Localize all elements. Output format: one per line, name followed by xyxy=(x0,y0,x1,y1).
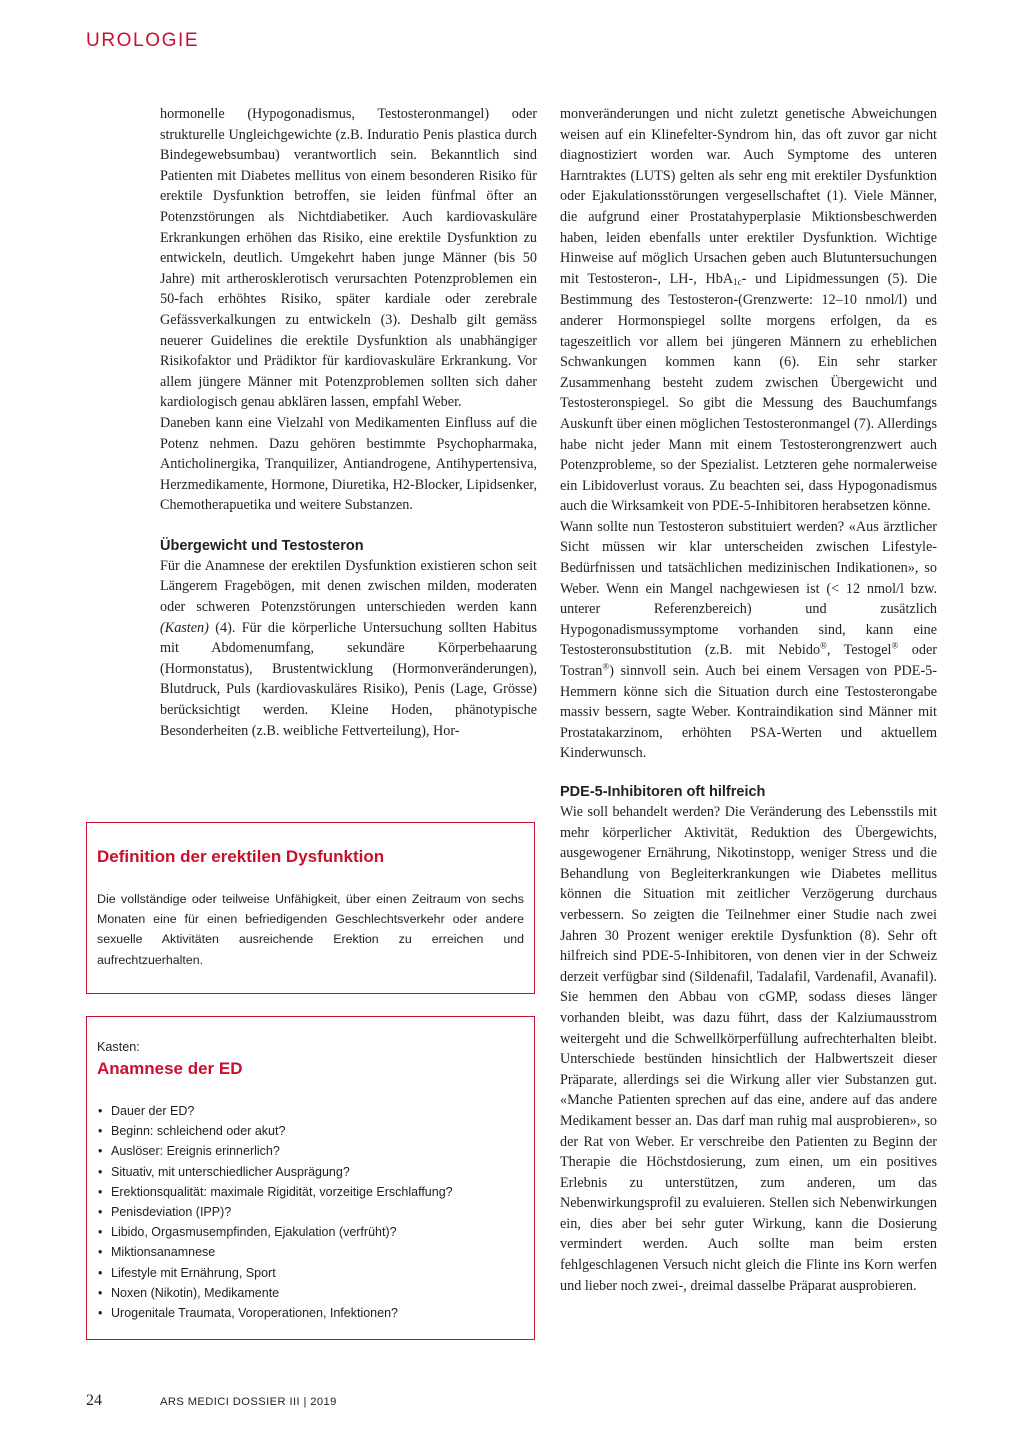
definition-text: Die vollständige oder teilweise Unfähigkeit, über einen Zeitraum von sechs Monaten eine für einen befriedigenden Geschlechtsverkehr oder andere sexuelle Aktivitäten ausreichende Erektion zu erreichen und aufrechtzuerhalten. xyxy=(97,892,524,967)
paragraph: Daneben kann eine Vielzahl von Medikamenten Einfluss auf die Potenz nehmen. Dazu gehören bestimmte Psychopharmaka, Anticholinergika, Tranquilizer, Antiandrogene, Antihypertensiva, Herzmedikamente, Hormone, Diuretika, H2-Blocker, Lipidsenker, Chemotherapuetika und weitere Substanzen. xyxy=(160,414,537,514)
definition-title: Definition der erektilen Dysfunktion xyxy=(97,847,385,866)
paragraph: monveränderungen und nicht zuletzt genetische Abweichungen weisen auf ein Klinefelter-Syndrom hin, das oft zuvor gar nicht diagnostiziert worden war. Auch Symptome des unteren Harntraktes (LUTS) gelten als sehr eng mit erektiler Dysfunktion oder Ejakulationsstörungen vergesellschaftet (1). Viele Männer, die aufgrund einer Prostatahyperplasie Miktionsbeschwerden haben, leiden ebenfalls unter erektiler Dysfunktion. Wichtige Hinweise auf möglich Ursachen geben auch Blutuntersuchungen mit Testosteron-, LH-, HbA$_{1c}$- und Lipidmessungen (5). Die Bestimmung des Testosteron-(Grenzwerte: 12–10 nmol/l) und anderer Hormonspiegel sollte morgens erfolgen, da es tageszeitlich vor allem bei jüngeren Männern zu erheblichen Schwankungen kommen kann (6). Ein sehr starker Zusammenhang besteht zudem zwischen Übergewicht und Testosteronspiegel. So gibt die Messung des Bauchumfangs Auskunft über einen möglichen Testosteronmangel (7). Allerdings habe nicht jeder Mann mit einem Testosterongrenzwert auch Potenzprobleme, so der Spezialist. Letzteren gehe normalerweise ein Libidoverlust voraus. Zu beachten sei, dass Hypogonadismus auch die Wirksamkeit von PDE-5-Inhibitoren herabsetzen könne. xyxy=(560,106,937,515)
right-column xyxy=(560,104,937,1296)
anamnese-box xyxy=(86,1016,535,1340)
list-item: • Penisdeviation (IPP)? xyxy=(97,1202,524,1222)
anamnese-pretitle: Kasten: xyxy=(97,1040,140,1054)
paragraph: hormonelle (Hypogonadismus, Testosteronmangel) oder strukturelle Ungleichgewichte (z.B. Induratio Penis plastica durch Bindegewebsumbau) verantwortlich sein. Bekanntlich sind Patienten mit Diabetes mellitus von einem besonderen Risiko für erektile Dysfunktion betroffen, sie leiden fünfmal öfter an Potenzstörungen als Nichtdiabetiker. Auch kardiovaskuläre Erkrankungen erhöhen das Risiko, eine erektile Dysfunktion zu entwickeln, deutlich. Umgekehrt haben junge Männer (bis 50 Jahre) mit artherosklerotisch verursachten Potenzproblemen ein 50-fach erhöhtes Risiko, später kardiale oder zerebrale Gefässverkalkungen zu entwickeln (3). Deshalb gilt gemäss neuerer Guidelines die erektile Dysfunktion als unabhängiger Risikofaktor und Prädiktor für kardiovaskuläre Erkrankung. Vor allem jüngere Männer mit Potenzproblemen sollten sich daher kardiologisch genau abklären lassen, empfahl Weber. xyxy=(160,106,537,411)
list-item: • Situativ, mit unterschiedlicher Ausprägung? xyxy=(97,1162,524,1182)
list-item: • Noxen (Nikotin), Medikamente xyxy=(97,1283,524,1303)
left-column xyxy=(160,104,537,741)
anamnese-list xyxy=(97,1101,524,1323)
paragraph: Wann sollte nun Testosteron substituiert werden? «Aus ärztlicher Sicht müssen wir klar unterscheiden zwischen Lifestyle-Bedürfnissen und tatsächlichen medizinischen Indikationen», so Weber. Wenn ein Mangel nachgewiesen ist (< 12 nmol/l bzw. unterer Referenzbereich) und zusätzlich Hypogonadismussymptome vorhanden sind, kann eine Testosteronsubstitution (z.B. mit Nebido®, Testogel® oder Tostran®) sinnvoll sein. Auch bei einem Versagen von PDE-5-Hemmern könne sich die Situation durch eine Testosterongabe massiv bessern, sagte Weber. Kontraindikation sind Männer mit Prostatakarzinom, erhöhten PSA-Werten und aktuellem Kinderwunsch. xyxy=(560,518,938,762)
list-item: • Auslöser: Ereignis erinnerlich? xyxy=(97,1141,524,1161)
list-item: • Dauer der ED? xyxy=(97,1101,524,1121)
anamnese-title: Anamnese der ED xyxy=(97,1059,243,1078)
paragraph: Für die Anamnese der erektilen Dysfunktion existieren schon seit Längerem Fragebögen, mit denen zwischen milden, moderaten oder schweren Potenzstörungen unterschieden werden kann (Kasten) (4). Für die körperliche Untersuchung sollten Habitus mit Abdomenumfang, sekundäre Körperbehaarung (Hormonstatus), Brustentwicklung (Hormonveränderungen), Blutdruck, Puls (kardiovaskuläres Risiko), Penis (Lage, Grösse) berücksichtigt werden. Kleine Hoden, phänotypische Besonderheiten (z.B. weibliche Fettverteilung), Hor- xyxy=(160,557,537,739)
publication-info: ARS MEDICI DOSSIER III | 2019 xyxy=(160,1396,337,1408)
section-header: UROLOGIE xyxy=(86,30,200,51)
definition-box xyxy=(86,822,535,994)
page-number: 24 xyxy=(86,1392,102,1409)
subheading: PDE-5-Inhibitoren oft hilfreich xyxy=(560,784,766,800)
list-item: • Erektionsqualität: maximale Rigidität, vorzeitige Erschlaffung? xyxy=(97,1182,524,1202)
list-item: • Lifestyle mit Ernährung, Sport xyxy=(97,1263,524,1283)
subheading: Übergewicht und Testosteron xyxy=(160,537,364,554)
list-item: • Miktionsanamnese xyxy=(97,1242,524,1262)
list-item: • Libido, Orgasmusempfinden, Ejakulation (verfrüht)? xyxy=(97,1222,524,1242)
paragraph: Wie soll behandelt werden? Die Veränderung des Lebensstils mit mehr körperlicher Aktivität, Reduktion des Übergewichts, ausgewogener Ernährung, Nikotinstopp, weniger Stress und die Behandlung von Begleiterkrankungen wie Diabetes mellitus können die Situation mit zeitlicher Verzögerung durchaus verbessern. So zeigten die Teilnehmer einer Studie nach zwei Jahren 30 Prozent weniger erektile Dysfunktion (8). Sehr oft hilfreich sind PDE-5-Inhibitoren, von denen vier in der Schweiz derzeit verfügbar sind (Sildenafil, Tadalafil, Vardenafil, Avanafil). Sie hemmen den Abbau von cGMP, sodass dieses länger vorhanden bleibt, was dazu führt, dass der Kalziumausstrom weitergeht und die Schwellkörperfüllung aufrechterhalten bleibt. Unterschiede bestünden hinsichtlich der Halbwertszeit dieser Präparate, allerdings sei die Wirkung aller vier Substanzen gut. «Manche Patienten sprechen auf das eine, andere auf das andere Medikament besser an. Das darf man ruhig mal ausprobieren», so der Rat von Weber. Er verschreibe den Patienten zu Beginn der Therapie die Höchstdosierung, zum einen, um ein positives Erlebnis zu unterstützen, zum anderen, um das Nebenwirkungsprofil zu evaluieren. Stellen sich Nebenwirkungen ein, dies aber bei sehr guter Wirkung, kann die Dosierung vermindert werden. Auch sollte man beim ersten fehlgeschlagenen Versuch nicht gleich die Flinte ins Korn werfen und lieber noch zwei-, dreimal dasselbe Präparat ausprobieren. xyxy=(560,804,937,1294)
list-item: • Urogenitale Traumata, Voroperationen, Infektionen? xyxy=(97,1303,524,1323)
list-item: • Beginn: schleichend oder akut? xyxy=(97,1121,524,1141)
emphasis: (Kasten) xyxy=(160,619,209,636)
